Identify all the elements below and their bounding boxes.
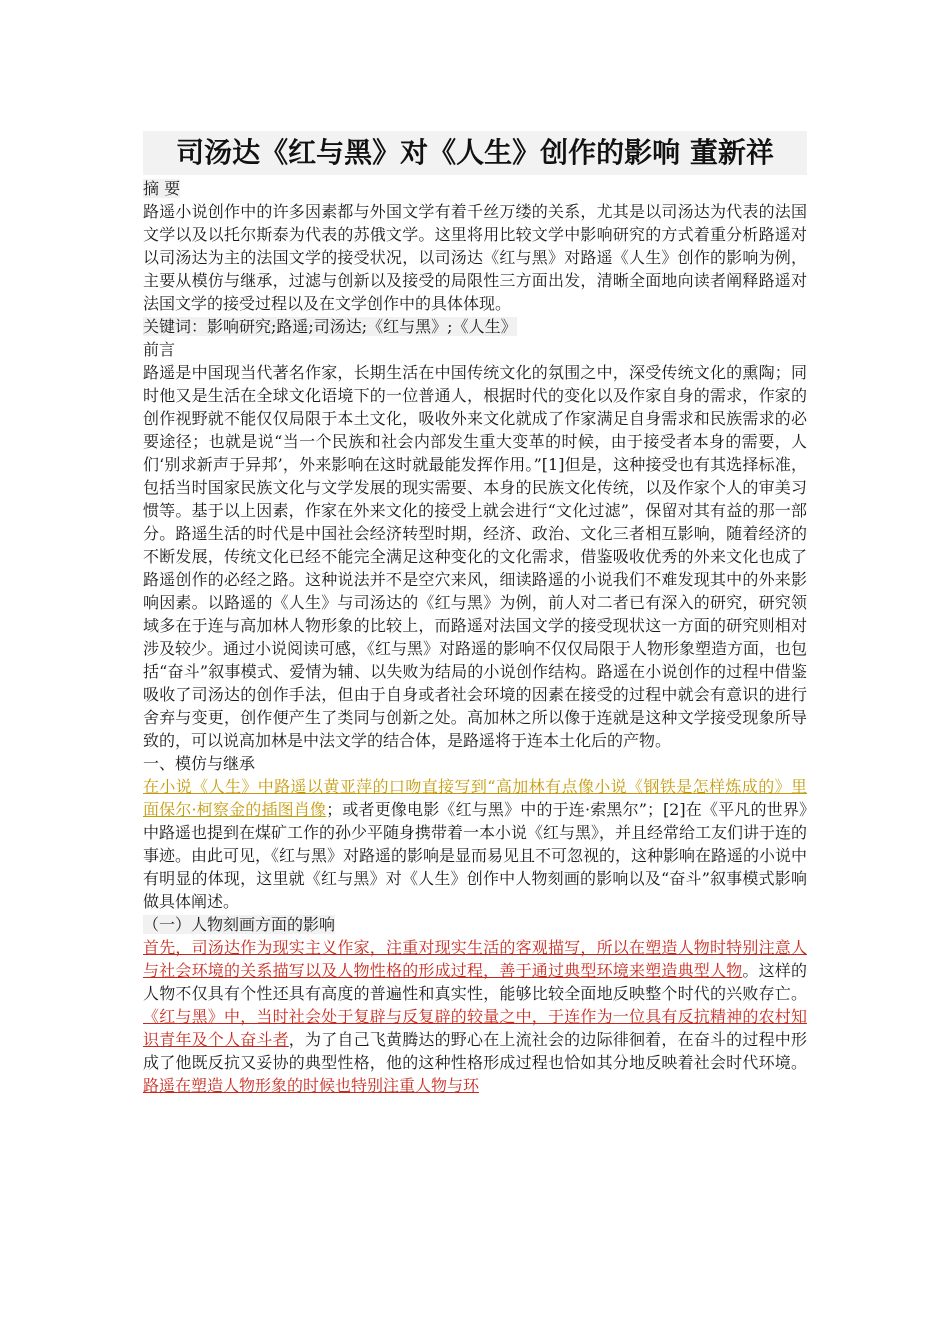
highlighted-quote: 在小说《人生》中路遥以黄亚萍的口吻直接写到“高加林有点像小说《钢铁是怎样炼成的》里面保尔·柯察金的插图肖像	[143, 777, 807, 819]
highlighted-sentence: 《红与黑》中，当时社会处于复辟与反复辟的较量之中，于连作为一位具有反抗精神的农村知识青年及个人奋斗者	[143, 1007, 807, 1049]
abstract-paragraph: 路遥小说创作中的许多因素都与外国文学有着千丝万缕的关系，尤其是以司汤达为代表的法国文学以及以托尔斯泰为代表的苏俄文学。这里将用比较文学中影响研究的方式着重分析路遥对以司汤达为主的法国文学的接受状况，以司汤达《红与黑》对路遥《人生》创作的影响为例，主要从模仿与继承，过滤与创新以及接受的局限性三方面出发，清晰全面地向读者阐释路遥对法国文学的接受过程以及在文学创作中的具体体现。	[143, 202, 807, 313]
highlighted-sentence: 路遥在塑造人物形象的时候也特别注重人物与环	[143, 1076, 480, 1095]
abstract-label: 摘 要	[143, 179, 181, 198]
preface-label: 前言	[143, 340, 176, 359]
keywords-line: 关键词：影响研究;路遥;司汤达;《红与黑》;《人生》	[143, 317, 517, 336]
document-title: 司汤达《红与黑》对《人生》创作的影响 董新祥	[143, 131, 807, 175]
document-body	[143, 177, 807, 1097]
subsection-heading: （一）人物刻画方面的影响	[143, 915, 336, 934]
section1-paragraph: 在小说《人生》中路遥以黄亚萍的口吻直接写到“高加林有点像小说《钢铁是怎样炼成的》里面保尔·柯察金的插图肖像；或者更像电影《红与黑》中的于连·索黑尔”；[2]在《平凡的世界》中路遥也提到在煤矿工作的孙少平随身携带着一本小说《红与黑》，并且经常给工友们讲于连的事迹。由此可见，《红与黑》对路遥的影响是显而易见且不可忽视的，这种影响在路遥的小说中有明显的体现，这里就《红与黑》对《人生》创作中人物刻画的影响以及“奋斗”叙事模式影响做具体阐述。	[143, 777, 808, 911]
subsection1-paragraph: 首先，司汤达作为现实主义作家，注重对现实生活的客观描写，所以在塑造人物时特别注意人与社会环境的关系描写以及人物性格的形成过程，善于通过典型环境来塑造典型人物。这样的人物不仅具有个性还具有高度的普遍性和真实性，能够比较全面地反映整个时代的兴败存亡。《红与黑》中，当时社会处于复辟与反复辟的较量之中，于连作为一位具有反抗精神的农村知识青年及个人奋斗者，为了自己飞黄腾达的野心在上流社会的边际徘徊着，在奋斗的过程中形成了他既反抗又妥协的典型性格，他的这种性格形成过程也恰如其分地反映着社会时代环境。路遥在塑造人物形象的时候也特别注重人物与环	[143, 938, 807, 1095]
highlighted-sentence: 首先，司汤达作为现实主义作家，注重对现实生活的客观描写，所以在塑造人物时特别注意人与社会环境的关系描写以及人物性格的形成过程，善于通过典型环境来塑造典型人物	[143, 938, 807, 980]
section-heading: 一、模仿与继承	[143, 754, 256, 773]
preface-paragraph: 路遥是中国现当代著名作家，长期生活在中国传统文化的氛围之中，深受传统文化的熏陶；同时他又是生活在全球文化语境下的一位普通人，根据时代的变化以及作家自身的需求，作家的创作视野就不能仅仅局限于本土文化，吸收外来文化就成了作家满足自身需求和民族需求的必要途径；也就是说“当一个民族和社会内部发生重大变革的时候，由于接受者本身的需要，人们‘别求新声于异邦’，外来影响在这时就最能发挥作用。”[1]但是，这种接受也有其选择标准，包括当时国家民族文化与文学发展的现实需要、本身的民族文化传统，以及作家个人的审美习惯等。基于以上因素，作家在外来文化的接受上就会进行“文化过滤”，保留对其有益的那一部分。路遥生活的时代是中国社会经济转型时期，经济、政治、文化三者相互影响，随着经济的不断发展，传统文化已经不能完全满足这种变化的文化需求，借鉴吸收优秀的外来文化也成了路遥创作的必经之路。这种说法并不是空穴来风，细读路遥的小说我们不难发现其中的外来影响因素。以路遥的《人生》与司汤达的《红与黑》为例，前人对二者已有深入的研究，研究领域多在于连与高加林人物形象的比较上，而路遥对法国文学的接受现状这一方面的研究则相对涉及较少。通过小说阅读可感，《红与黑》对路遥的影响不仅仅局限于人物形象塑造方面，也包括“奋斗”叙事模式、爱情为辅、以失败为结局的小说创作结构。路遥在小说创作的过程中借鉴吸收了司汤达的创作手法，但由于自身或者社会环境的因素在接受的过程中就会有意识的进行舍弃与变更，创作便产生了类同与创新之处。高加林之所以像于连就是这种文学接受现象所导致的，可以说高加林是中法文学的结合体，是路遥将于连本土化后的产物。	[143, 363, 808, 750]
